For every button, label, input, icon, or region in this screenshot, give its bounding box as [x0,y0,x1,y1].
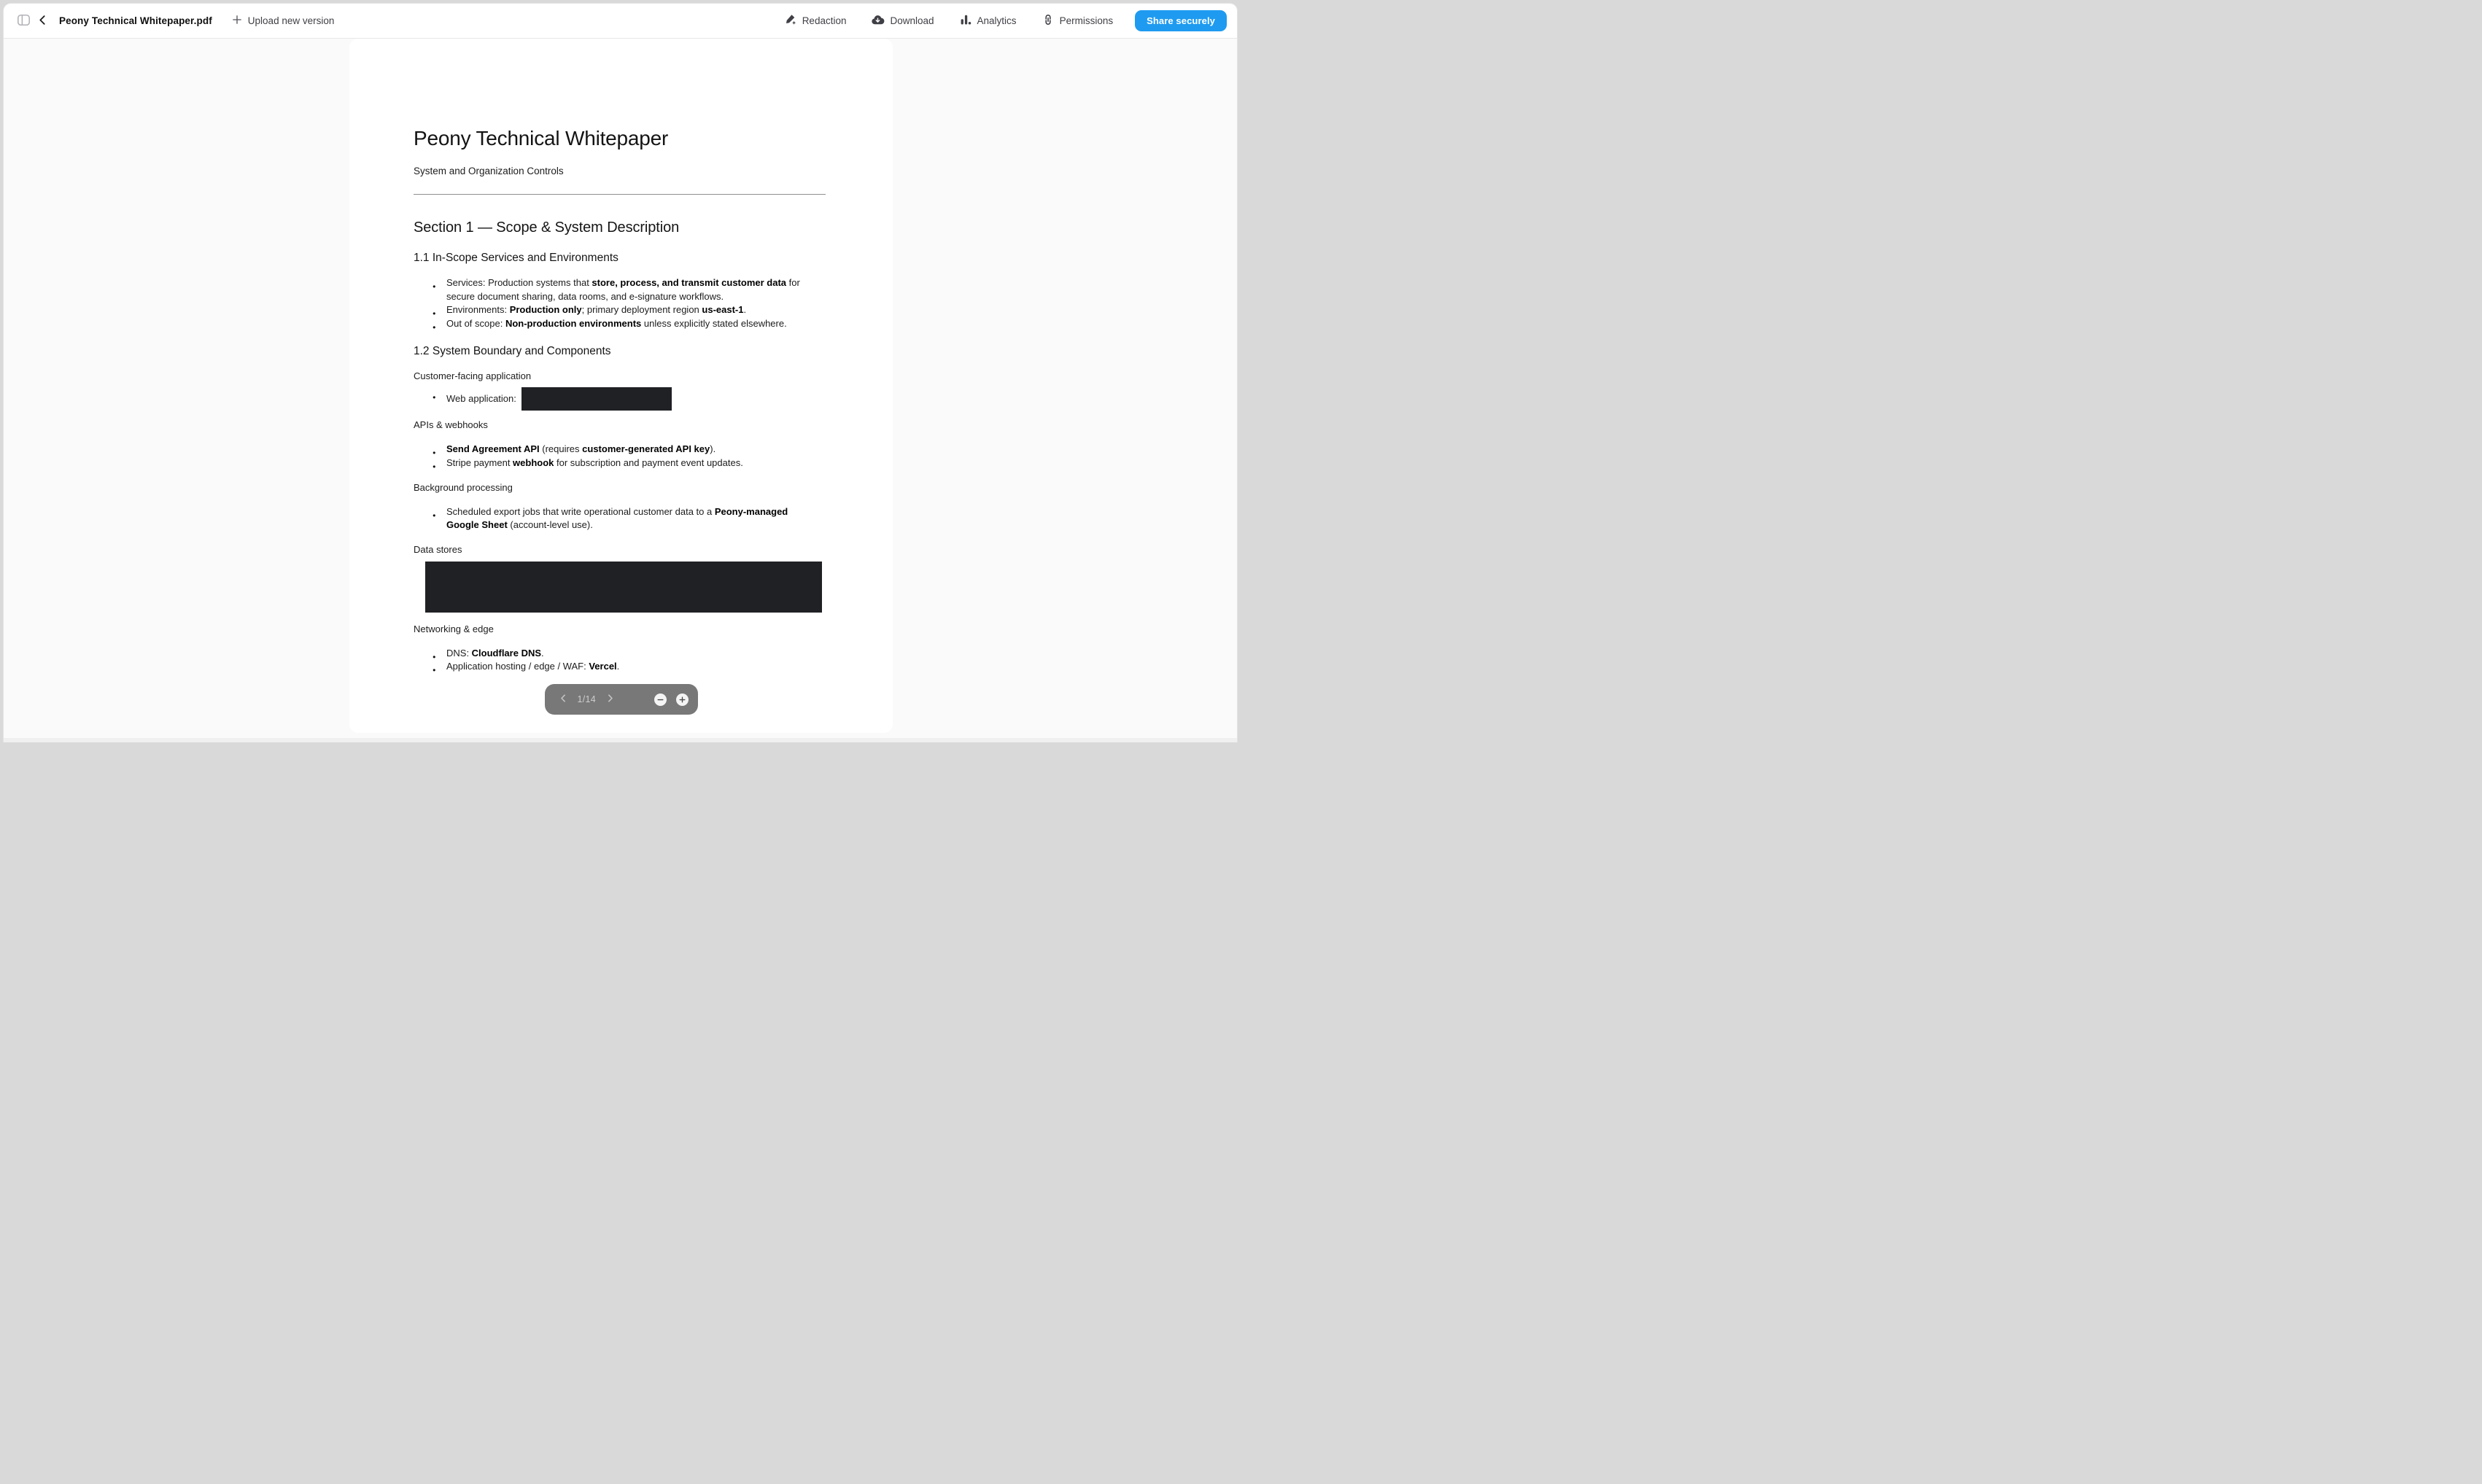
web-application-text: ● Web application: [446,393,516,405]
document-title: Peony Technical Whitepaper.pdf [59,15,212,26]
link-icon [1042,13,1055,28]
share-securely-button[interactable]: Share securely [1135,10,1227,31]
analytics-label: Analytics [977,15,1017,26]
list-item: ● Send Agreement API (requires customer-generated API key). [433,443,801,457]
networking-list [414,647,826,674]
bar-chart-icon [959,13,972,28]
next-page-button[interactable] [603,691,617,707]
page-controls [545,684,698,715]
doc-divider [414,194,826,195]
minus-icon [656,696,664,704]
chevron-right-icon [605,693,616,706]
customer-facing-label: Customer-facing application [414,370,532,382]
customer-facing-list [414,387,826,411]
permissions-button[interactable] [1039,9,1117,33]
subsection-1-1-heading: 1.1 In-Scope Services and Environments [414,252,618,264]
panel-left-icon [17,13,31,29]
zoom-in-button[interactable] [676,694,689,706]
pdf-page [349,39,893,733]
chevron-left-icon [36,14,49,28]
download-button[interactable] [868,9,936,34]
sidebar-toggle-button[interactable] [14,10,34,32]
toolbar-right [762,9,1227,34]
subsection-1-2-heading: 1.2 System Boundary and Components [414,345,611,358]
chevron-left-icon [558,693,569,706]
app-window [3,3,1238,742]
redaction-button[interactable] [781,9,850,33]
pdf-viewer[interactable] [4,39,1237,742]
upload-new-version-label: Upload new version [247,15,335,26]
list-item: ● Scheduled export jobs that write operational customer data to a Peony-managed Google Sheet (account-level use). [433,505,801,532]
previous-page-button[interactable] [556,691,570,707]
list-item: ● Stripe payment webhook for subscription and payment event updates. [433,457,801,470]
analytics-button[interactable] [956,9,1020,33]
toolbar [4,4,1237,39]
doc-subtitle: System and Organization Controls [414,166,564,176]
in-scope-list [414,276,826,330]
data-stores-label: Data stores [414,543,462,555]
list-item: ● Out of scope: Non-production environments unless explicitly stated elsewhere. [433,317,801,331]
toolbar-left [14,9,337,32]
list-item [433,387,801,411]
networking-edge-label: Networking & edge [414,623,494,634]
background-list [414,505,826,532]
download-label: Download [890,15,934,26]
background-processing-label: Background processing [414,481,513,493]
cloud-download-icon [871,13,885,29]
window-bottom-edge [4,738,1237,742]
plus-icon [678,696,686,704]
redacted-region [521,387,672,411]
section-heading: Section 1 — Scope & System Description [414,220,680,236]
page-indicator: 1/14 [577,694,597,704]
back-button[interactable] [34,11,52,31]
redaction-label: Redaction [802,15,847,26]
permissions-label: Permissions [1059,15,1114,26]
redacted-region [425,562,822,613]
zoom-out-button[interactable] [654,694,667,706]
list-item: ● DNS: Cloudflare DNS. [433,647,801,661]
marker-pen-sparkle-icon [784,13,797,28]
apis-list [414,443,826,470]
doc-title: Peony Technical Whitepaper [414,127,669,149]
upload-new-version-button[interactable] [228,9,338,32]
page-controls-wrap [349,684,893,715]
apis-webhooks-label: APIs & webhooks [414,419,488,431]
list-item: ● Environments: Production only; primary deployment region us-east-1. [433,303,801,317]
list-item: ● Services: Production systems that store, process, and transmit customer data for secure document sharing, data rooms, and e-signature workflows. [433,276,801,303]
plus-icon [231,14,243,28]
list-item: ● Application hosting / edge / WAF: Vercel. [433,660,801,674]
